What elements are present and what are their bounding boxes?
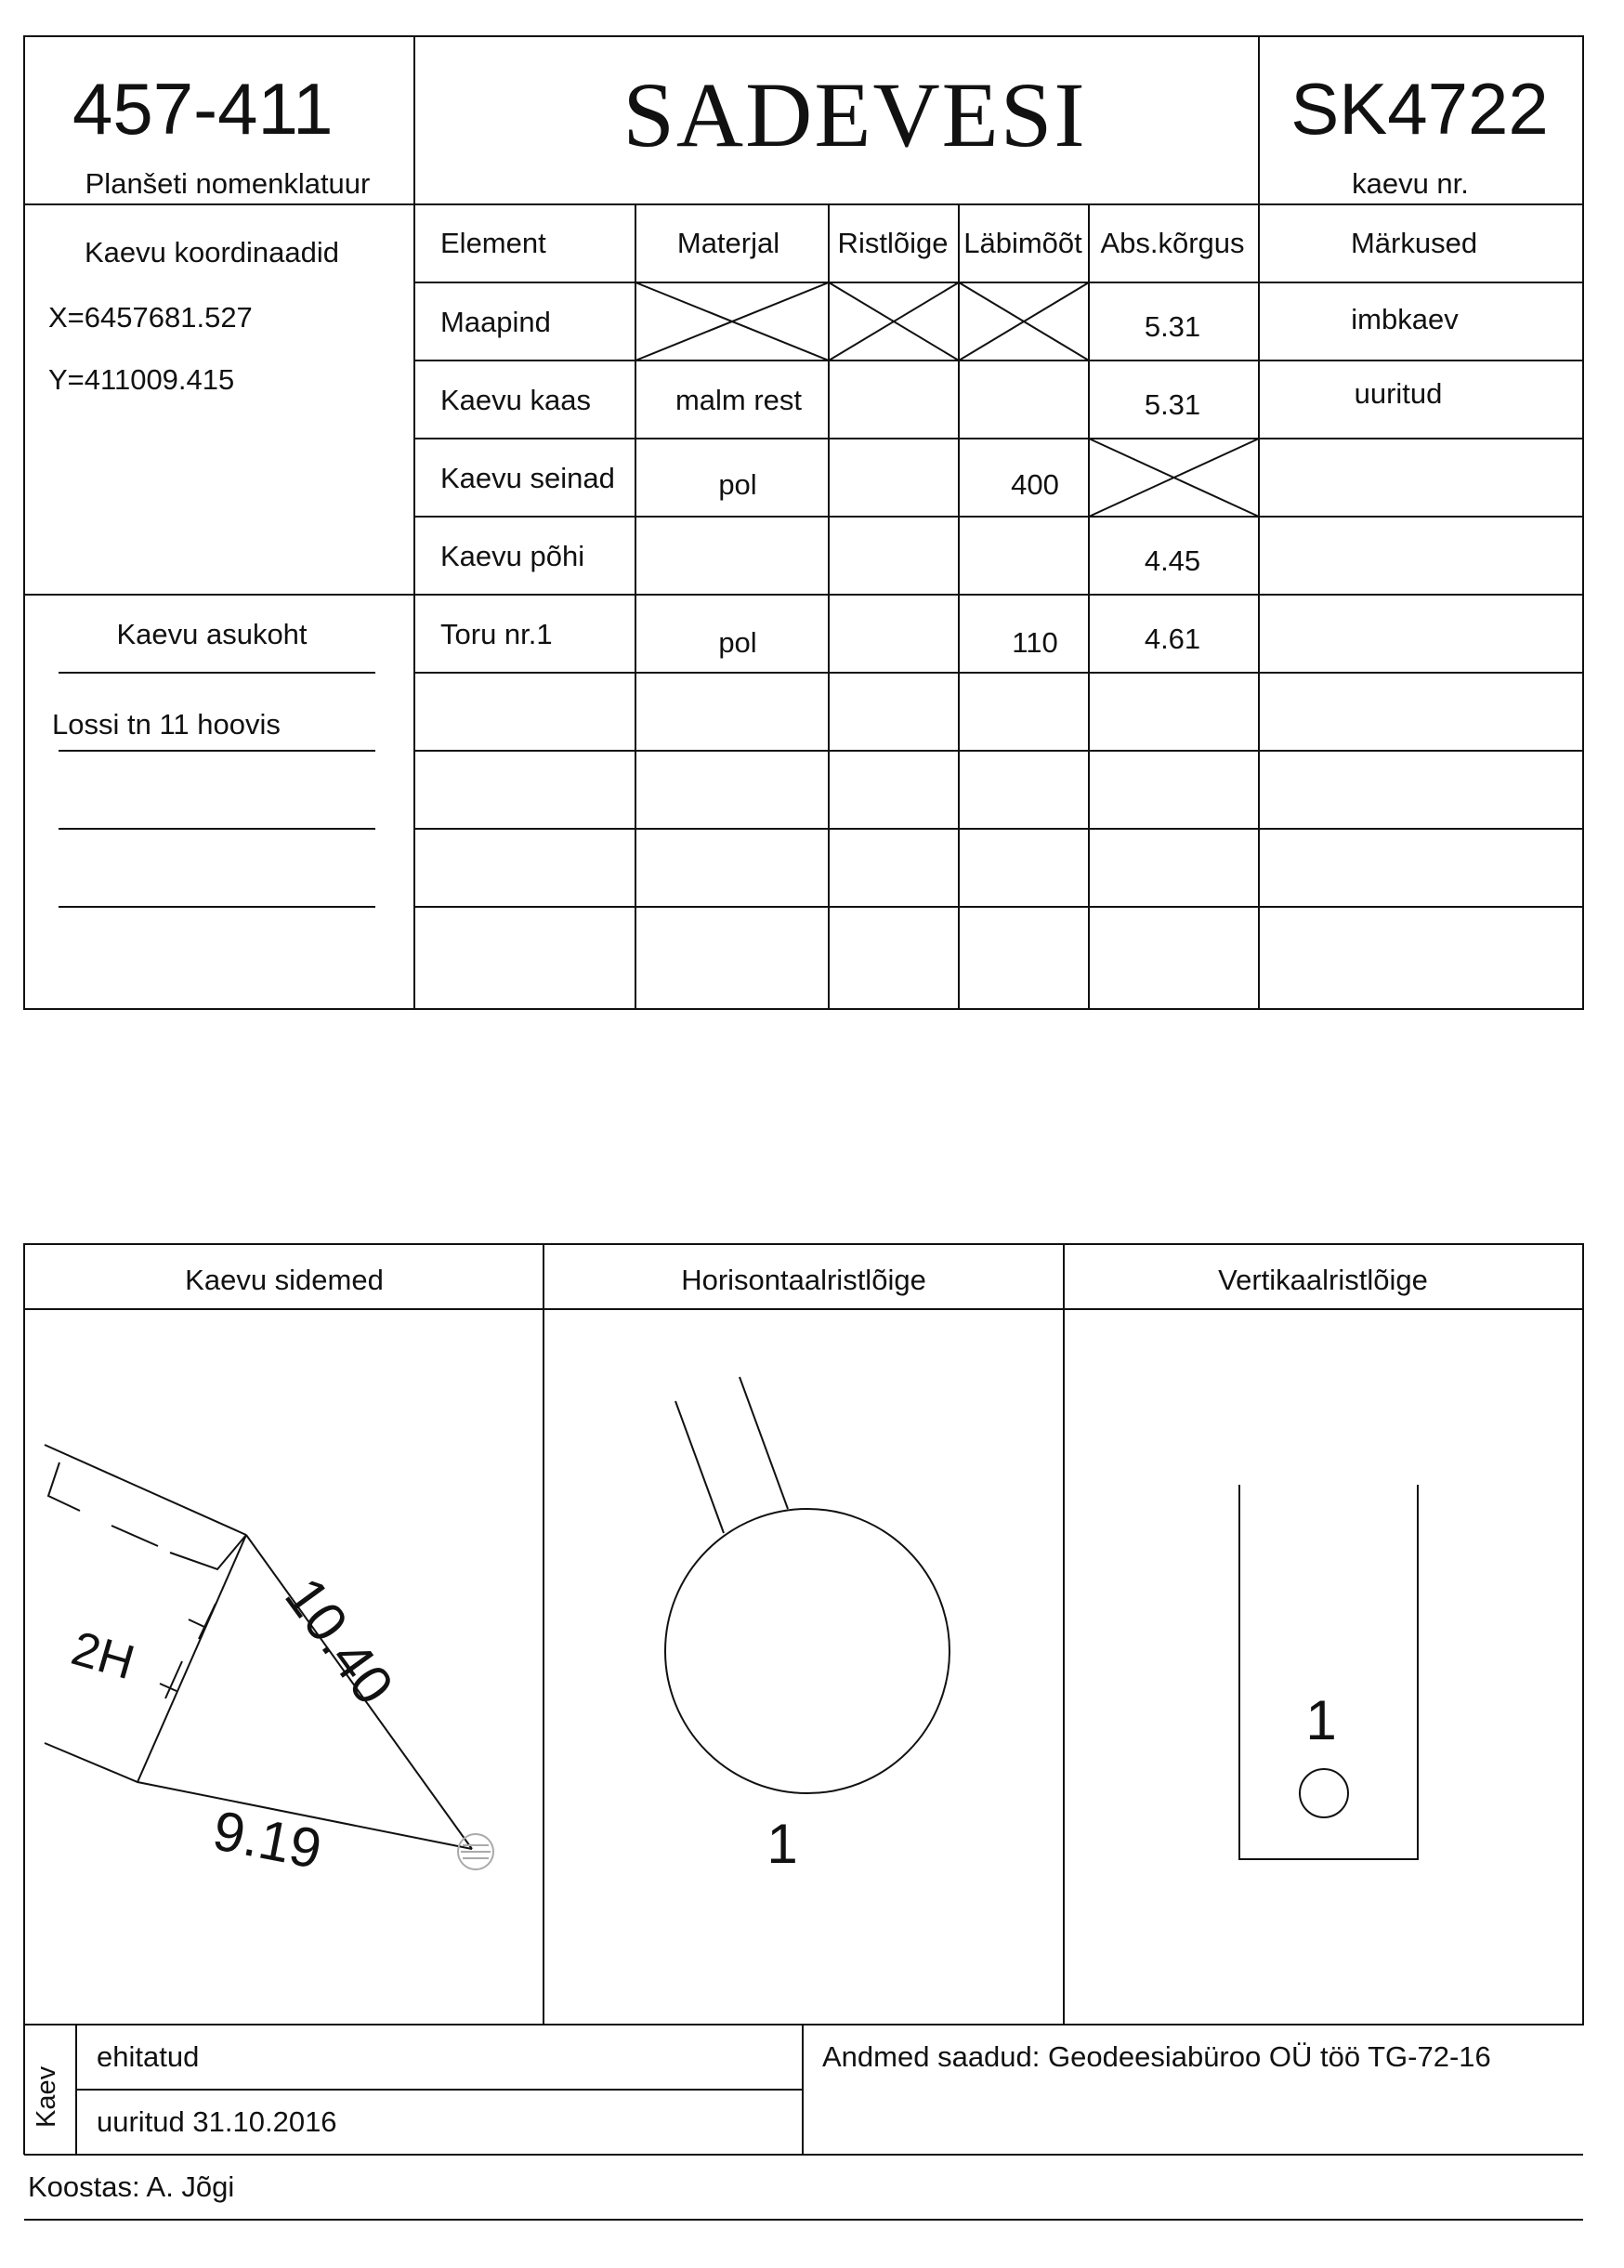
table-row-5-element: Toru nr.1	[440, 618, 553, 650]
table-row-2-notes: uuritud	[1354, 377, 1443, 410]
building-label: 2H	[65, 1621, 140, 1691]
table-row-1-element: Maapind	[440, 306, 551, 338]
header-diameter: Läbimõõt	[963, 227, 1082, 259]
tie-distance-1: 10.40	[273, 1566, 406, 1716]
table-row-3-material: pol	[718, 468, 757, 501]
table-row-5-elevation: 4.61	[1144, 623, 1201, 655]
table-row-1-notes: imbkaev	[1351, 303, 1459, 335]
location-caption: Kaevu asukoht	[116, 618, 308, 650]
well-number-caption: kaevu nr.	[1352, 167, 1469, 200]
well-side-label: Kaev	[32, 2065, 61, 2128]
sheet-number: 457-411	[72, 68, 334, 150]
pipe-label-vertical: 1	[1305, 1689, 1337, 1751]
surveyed-label: uuritud 31.10.2016	[97, 2105, 337, 2138]
vertical-section-caption: Vertikaalristlõige	[1218, 1264, 1428, 1296]
header-elevation: Abs.kõrgus	[1100, 227, 1245, 259]
header-element: Element	[440, 227, 546, 259]
table-row-2-element: Kaevu kaas	[440, 384, 591, 416]
table-row-2-material: malm rest	[674, 384, 803, 416]
table-row-5-material: pol	[718, 626, 757, 659]
table-row-4-elevation: 4.45	[1144, 544, 1201, 577]
header-section: Ristlõige	[837, 227, 949, 259]
table-row-4-element: Kaevu põhi	[440, 540, 585, 572]
coordinate-y: Y=411009.415	[48, 363, 235, 396]
horizontal-section-caption: Horisontaalristlõige	[681, 1264, 926, 1296]
pipe-label-horizontal: 1	[766, 1813, 798, 1875]
data-source: Andmed saadud: Geodeesiabüroo OÜ töö TG-72-16	[822, 2040, 1491, 2073]
table-row-3-element: Kaevu seinad	[440, 462, 615, 494]
ties-caption: Kaevu sidemed	[185, 1264, 384, 1296]
tie-distance-2: 9.19	[207, 1799, 327, 1881]
table-row-2-elevation: 5.31	[1144, 388, 1201, 421]
author-label: Koostas: A. Jõgi	[28, 2170, 235, 2203]
location-line-1: Lossi tn 11 hoovis	[52, 708, 281, 741]
coordinates-caption: Kaevu koordinaadid	[84, 236, 340, 269]
header-material: Materjal	[676, 227, 780, 259]
header-notes: Märkused	[1350, 227, 1478, 259]
well-number: SK4722	[1290, 68, 1549, 150]
table-row-3-diameter: 400	[1011, 468, 1059, 501]
table-row-1-elevation: 5.31	[1144, 310, 1201, 343]
built-label: ehitatud	[97, 2040, 200, 2073]
table-row-5-diameter: 110	[1012, 626, 1058, 659]
sheet-number-caption: Planšeti nomenklatuur	[85, 167, 371, 200]
coordinate-x: X=6457681.527	[48, 301, 253, 334]
document-title: SADEVESI	[622, 63, 1087, 166]
